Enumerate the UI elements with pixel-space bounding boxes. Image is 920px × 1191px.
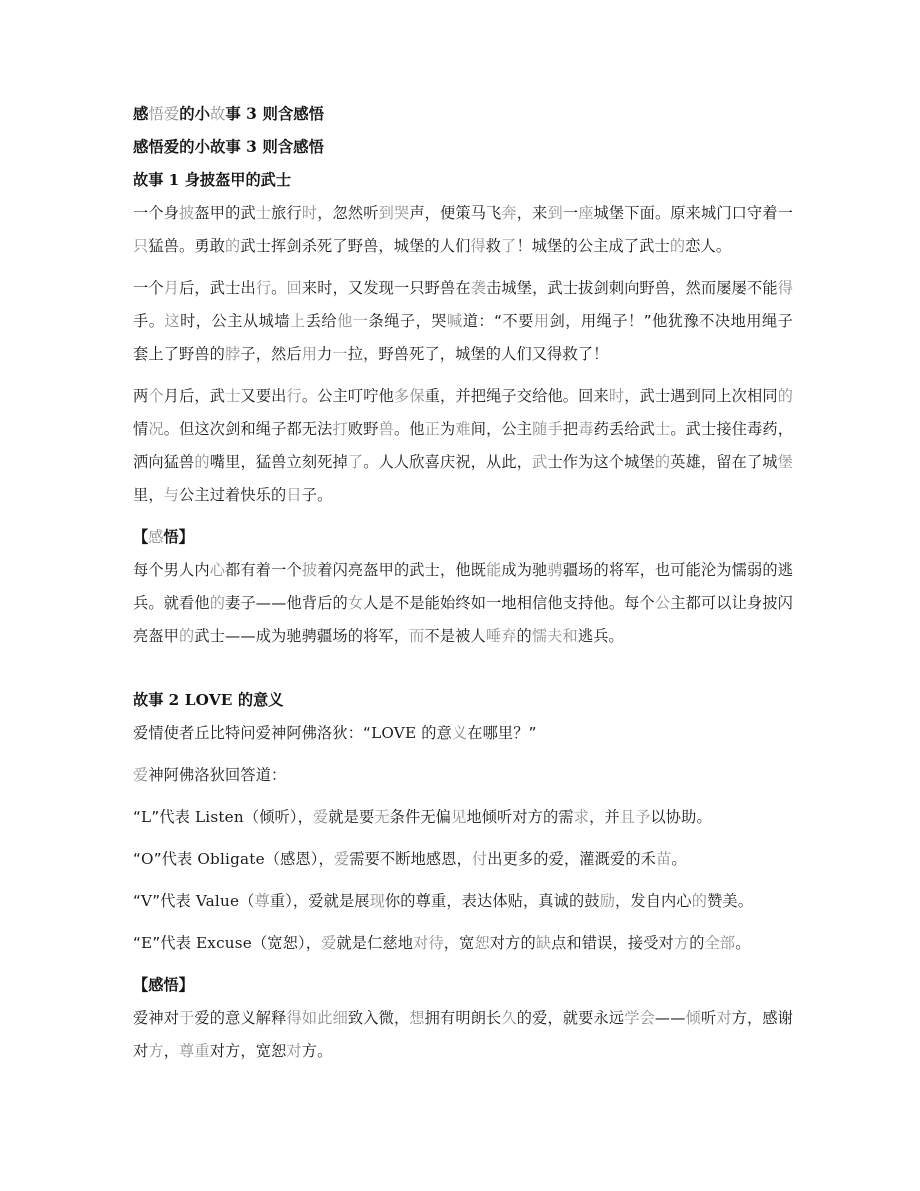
scan-light-glyph: 的 [654,453,671,471]
document-title: 感悟爱的小故事 3 则含感悟 [133,105,325,123]
latin-run: c [216,934,225,952]
scan-light-glyph: 爱 [312,808,329,826]
scan-light-glyph: 毒 [578,420,594,438]
scan-light-glyph: 的 [209,594,226,612]
scan-light-glyph: 故 [210,105,226,123]
latin-run: l [219,850,226,868]
scan-light-glyph: 爱 [133,766,149,784]
scan-light-glyph: 保 [409,387,425,405]
scan-light-glyph: 此 [317,1009,333,1027]
scan-light-glyph: 无 [374,808,390,826]
scan-light-glyph: 了 [501,237,517,255]
scan-light-glyph: 久 [501,1009,517,1027]
latin-run: 1 [168,171,180,189]
story-1-paragraph-1: 一个身披盔甲的武士旅行时，忽然听到哭声，便策马飞奔，来到一座城堡下面。原来城门口守着一只猛兽。勇敢的武士挥剑杀死了野兽，城堡的人们得救了！城堡的公主成了武士的恋人。 [133,204,794,255]
scan-light-glyph: 回 [286,279,302,297]
scan-light-glyph: 用 [301,345,318,363]
latin-run: e [229,892,240,910]
latin-run: E [196,934,208,952]
scan-light-glyph: 感 [148,528,164,546]
scan-light-glyph: 随 [532,420,548,438]
scan-light-glyph: 的 [777,387,794,405]
document-subtitle: 感悟爱的小故事 3 则含感悟 [133,138,324,156]
scan-light-glyph: 难 [455,420,471,438]
latin-run: V [208,691,221,709]
scan-light-glyph: 唾 [485,627,502,645]
latin-run: V [393,724,405,742]
latin-run: E [220,691,233,709]
story-1-paragraph-2: 一个月后，武士出行。回来时，又发现一只野兽在袭击城堡，武士拔剑刺向野兽，然而屡屡不能得手。这时，公主从城墙上丢给他一条绳子，哭喊道：“不要用剑，用绳子！”他犹豫不决地用绳子套上了野兽的脖子，然后用力一拉，野兽死了，城堡的人们又得救了！ [133,279,794,363]
latin-run: e [224,808,234,826]
scan-light-glyph: 士 [225,387,241,405]
story-2-heading: 故事 2 LOVE 的意义 [133,691,284,709]
story-1-paragraph-3: 两个月后，武士又要出行。公主叮咛他多保重，并把绳子交给他。回来时，武士遇到同上次相同的情况。但这次剑和绳子都无法打败野兽。他正为难间，公主随手把毒药丢给武士。武士接住毒药，洒向猛兽的嘴里，猛兽立刻死掉了。人人欣喜庆祝，从此，武士作为这个城堡的英雄，留在了城堡里，与公主过着快乐的日子。 [133,387,794,504]
scan-light-glyph: 手 [547,420,563,438]
scan-light-glyph: 爱 [163,105,180,123]
scan-light-glyph: 重 [194,1042,210,1060]
scan-light-glyph: 袭 [470,279,487,297]
story-2-answer-intro: 爱神阿佛洛狄回答道： [133,766,287,784]
story-2-letter-v: “V”代表 Value（尊重），爱就是展现你的尊重，表达体贴，真诚的鼓励，发自内心的赞美。 [133,892,754,910]
scan-light-glyph: 和 [562,627,578,645]
latin-run: e [242,934,252,952]
scan-light-glyph: 奔 [501,204,517,222]
scan-light-glyph: 如 [301,1009,318,1027]
scan-light-glyph: 的 [194,453,210,471]
scan-light-glyph: 缺 [535,934,552,952]
scan-light-glyph: 且 [619,808,636,826]
scan-light-glyph: 武 [532,453,548,471]
scan-light-glyph: 这 [164,312,181,330]
scan-light-glyph: 行 [255,279,272,297]
story-2-letter-e: “E”代表 Excuse（宽恕），爱就是仁慈地对待，宽恕对方的缺点和错误，接受对方的全部。 [133,934,751,952]
story-2-insight-label: 【感悟】 [133,976,194,994]
scan-light-glyph: 哭 [393,204,410,222]
scan-light-glyph: 尊 [254,892,270,910]
scan-light-glyph: 的 [225,237,241,255]
scan-light-glyph: 对 [286,1042,302,1060]
latin-run: u [224,934,235,952]
scan-light-glyph: 时 [608,387,625,405]
scan-light-glyph: 求 [573,808,590,826]
story-2-letter-o: “O”代表 Obligate（感恩），爱需要不断地感恩，付出更多的爱，灌溉爱的禾苗。 [133,850,687,868]
latin-run: x [207,934,217,952]
scan-light-glyph: 堡 [777,453,793,471]
story-1-heading: 故事 1 身披盔甲的武士 [133,171,292,189]
scan-light-glyph: 能 [486,561,502,579]
scan-light-glyph: 爱 [333,850,350,868]
scan-light-glyph: 况 [148,420,164,438]
scan-light-glyph: 见 [451,808,467,826]
latin-run: i [205,808,211,826]
latin-run: L [195,808,206,826]
latin-run: i [225,850,231,868]
scan-light-glyph: 女 [347,594,364,612]
scan-light-glyph: 日 [286,486,302,504]
latin-run: b [210,850,220,868]
latin-run: V [141,892,153,910]
latin-run: l [214,892,220,910]
scan-light-glyph: 悟 [148,105,164,123]
scan-light-glyph: 多 [393,387,410,405]
scan-light-glyph: 披 [179,204,195,222]
scan-light-glyph: 心 [209,561,226,579]
latin-run: O [195,691,209,709]
scan-light-glyph: 恕 [474,934,490,952]
latin-run: u [219,892,230,910]
scan-light-glyph: 部 [719,934,736,952]
scan-light-glyph: 骋 [547,561,563,579]
scan-light-glyph: 得 [777,279,794,297]
scan-light-glyph: 士 [255,204,272,222]
latin-run: s [234,934,243,952]
scan-light-glyph: 行 [286,387,302,405]
scan-light-glyph: 用 [533,312,550,330]
scan-light-glyph: 苗 [656,850,672,868]
scan-light-glyph: 的 [669,237,686,255]
latin-run: a [205,892,215,910]
latin-run: t [249,850,256,868]
scan-light-glyph: 尊 [179,1042,195,1060]
scan-light-glyph: 喊 [446,312,463,330]
story-1-insight-label: 【感悟】 [133,528,194,546]
latin-run: g [230,850,241,868]
scan-light-glyph: 了 [347,453,364,471]
scan-light-glyph: 懦 [531,627,548,645]
scan-light-glyph: 方 [148,1042,164,1060]
scan-light-glyph: 爱 [321,934,337,952]
latin-run: O [141,850,154,868]
scan-light-glyph: 打 [332,420,348,438]
scan-light-glyph: 予 [635,808,651,826]
scan-light-glyph: 全 [704,934,720,952]
scan-light-glyph: 对 [413,934,429,952]
latin-run: t [218,808,225,826]
scan-light-glyph: 兽 [378,420,394,438]
scan-light-glyph: 想 [409,1009,425,1027]
story-1-insight-text: 每个男人内心都有着一个披着闪亮盔甲的武士，他既能成为驰骋疆场的将军，也可能沦为懦弱的逃兵。就看他的妻子——他背后的女人是不是能始终如一地相信他支持他。每个公主都可以让身披闪亮盔甲的武士——成为驰骋疆场的将军，而不是被人唾弃的懦夫和逃兵。 [133,561,794,645]
scan-light-glyph: 时 [301,204,318,222]
document-body [133,98,793,1068]
scan-light-glyph: 细 [332,1009,348,1027]
scan-light-glyph: 励 [599,892,616,910]
scan-light-glyph: 他 [337,312,353,330]
scan-light-glyph: 正 [424,420,441,438]
latin-run: L [141,808,152,826]
scan-light-glyph: 夫 [547,627,563,645]
scan-light-glyph: 公 [654,594,671,612]
story-2-letter-l: “L”代表 Listen（倾听），爱就是要无条件无偏见地倾听对方的需求，并且予以协助。 [133,808,712,826]
latin-run: s [210,808,219,826]
scan-light-glyph: 倾 [685,1009,701,1027]
scan-light-glyph: 脖 [225,345,241,363]
scan-light-glyph: 上 [289,312,306,330]
scan-light-glyph: 得 [470,237,486,255]
story-2-insight-text: 爱神对于爱的意义解释得如此细致入微，想拥有明朗长久的爱，就要永远学会——倾听对方，感谢对方，尊重对方，宽恕对方。 [133,1009,794,1060]
scan-light-glyph: 弃 [501,627,517,645]
scan-light-glyph: 披 [301,561,318,579]
latin-run: e [255,850,265,868]
scan-light-glyph: 个 [148,387,164,405]
scan-light-glyph: 方 [673,934,690,952]
scan-light-glyph: 到 [378,204,394,222]
scan-light-glyph: 学 [624,1009,640,1027]
latin-run: L [371,724,382,742]
scan-light-glyph: 而 [409,627,425,645]
latin-run: E [141,934,153,952]
scan-light-glyph: 会 [639,1009,655,1027]
scan-light-glyph: 义 [451,724,468,742]
scan-light-glyph: 月 [163,279,180,297]
scan-light-glyph: 得 [286,1009,302,1027]
story-2-question: 爱情使者丘比特问爱神阿佛洛狄：“LOVE 的意义在哪里？” [133,724,537,742]
scan-light-glyph: 士 [654,420,671,438]
scan-light-glyph: 现 [369,892,385,910]
latin-run: O [381,724,394,742]
latin-run: L [184,691,196,709]
latin-run: O [197,850,211,868]
scan-light-glyph: 与 [163,486,180,504]
scan-light-glyph: 付 [471,850,488,868]
latin-run: 3 [246,138,258,156]
latin-run: 2 [168,691,180,709]
latin-run: E [404,724,417,742]
scan-light-glyph: 的 [179,627,195,645]
scan-light-glyph: 一 [332,345,348,363]
latin-run: a [240,850,250,868]
scan-light-glyph: 一 [352,312,369,330]
latin-run: V [195,892,206,910]
scan-light-glyph: 座 [578,204,594,222]
scan-light-glyph: 待 [428,934,444,952]
scan-light-glyph: 对 [716,1009,732,1027]
latin-run: 3 [246,105,258,123]
scan-light-glyph: 的 [691,892,708,910]
latin-run: n [233,808,244,826]
scan-light-glyph: 于 [179,1009,195,1027]
scan-light-glyph: 只 [133,237,149,255]
scan-light-glyph: 到 [547,204,563,222]
